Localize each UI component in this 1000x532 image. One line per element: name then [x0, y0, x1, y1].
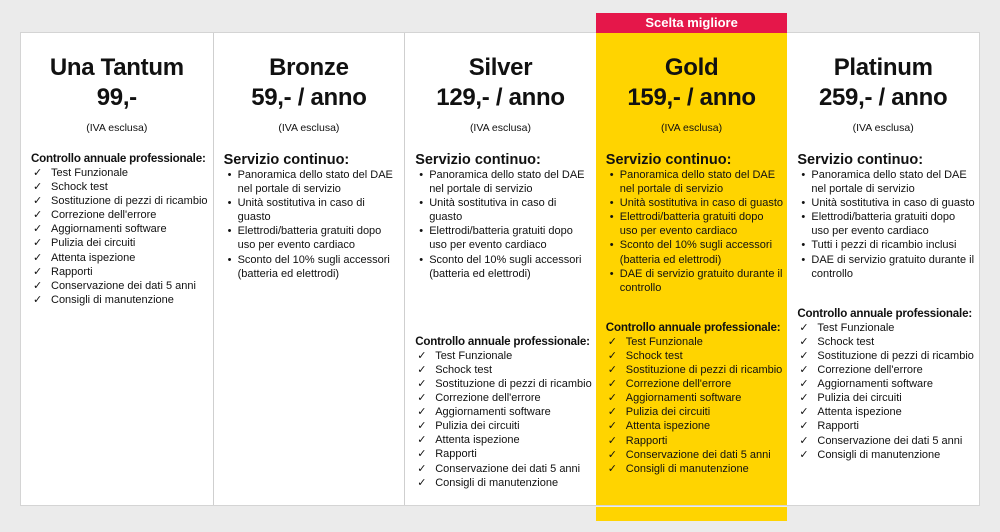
check-icon: ✓ [33, 181, 43, 194]
check-icon: ✓ [33, 167, 43, 179]
item-text: Sconto del 10% sugli accessori (batteria ed elettrodi) [237, 253, 390, 280]
checklist-item [606, 419, 786, 433]
checklist-item [31, 293, 211, 307]
list-item [415, 168, 594, 196]
check-icon: ✓ [417, 462, 427, 475]
plan-name: Silver [468, 54, 533, 81]
check-icon: ✓ [33, 293, 43, 306]
check-icon: ✓ [33, 209, 43, 222]
item-text: Test Funzionale [817, 321, 895, 334]
checklist-item [31, 208, 211, 222]
plan-vat-note: (IVA esclusa) [661, 122, 723, 134]
check-icon: ✓ [417, 434, 427, 447]
checklist-item [31, 236, 211, 250]
item-text: Conservazione dei dati 5 anni [51, 279, 196, 292]
list-item [606, 196, 786, 210]
list-item [606, 210, 786, 238]
plan-price: 59,- / anno [251, 84, 367, 111]
plan-silver [404, 33, 596, 505]
service-list [797, 168, 977, 281]
checklist-item [797, 448, 977, 462]
item-text: Aggiornamenti software [817, 378, 933, 391]
check-icon: ✓ [799, 420, 809, 433]
control-title: Controllo annuale professionale: [31, 152, 206, 165]
item-text: Correzione dell'errore [625, 378, 732, 391]
check-icon: ✓ [607, 364, 617, 377]
item-text: Attenta ispezione [817, 406, 902, 419]
check-icon: ✓ [33, 223, 43, 236]
item-text: Unità sostitutiva in caso di guasto [237, 197, 365, 224]
item-text: Attenta ispezione [51, 251, 136, 264]
service-title: Servizio continuo: [605, 152, 732, 168]
item-text: Pulizia dei circuiti [625, 406, 711, 419]
list-item [415, 196, 594, 224]
item-text: Sostituzione di pezzi di ricambio [435, 377, 592, 390]
item-text: Panoramica dello stato del DAE nel portale di servizio [237, 169, 393, 196]
plan-name: Bronze [269, 54, 349, 81]
item-text: Attenta ispezione [625, 420, 711, 433]
check-icon: ✓ [33, 251, 43, 264]
item-text: Elettrodi/batteria gratuiti dopo uso per evento cardiaco [429, 225, 573, 252]
checklist-item [31, 222, 211, 236]
plan-price: 99,- [96, 84, 137, 111]
item-text: Attenta ispezione [435, 434, 520, 447]
item-text: Conservazione dei dati 5 anni [435, 462, 581, 475]
service-title: Servizio continuo: [415, 152, 541, 168]
checklist-item [606, 363, 786, 377]
item-text: Pulizia dei circuiti [817, 392, 902, 405]
item-text: Schock test [817, 335, 875, 348]
item-text: Sostituzione di pezzi di ricambio [625, 364, 783, 377]
control-list [31, 166, 211, 307]
checklist-item [797, 321, 977, 335]
item-text: Pulizia dei circuiti [435, 420, 520, 433]
list-item [797, 210, 977, 238]
plan-bronze [213, 33, 405, 505]
check-icon: ✓ [607, 462, 617, 475]
checklist-item [415, 391, 594, 405]
plan-name: Platinum [833, 54, 933, 81]
check-icon: ✓ [417, 476, 427, 489]
item-text: Correzione dell'errore [435, 392, 541, 405]
check-icon: ✓ [607, 335, 617, 348]
item-text: Correzione dell'errore [817, 364, 923, 377]
check-icon: ✓ [607, 349, 617, 362]
item-text: Schock test [51, 181, 108, 194]
service-list [415, 168, 594, 281]
checklist-item [415, 363, 594, 377]
item-text: Tutti i pezzi di ricambio inclusi [811, 239, 957, 252]
list-item [606, 267, 786, 295]
item-text: Elettrodi/batteria gratuiti dopo uso per evento cardiaco [237, 225, 382, 252]
list-item [797, 168, 977, 196]
control-list [606, 335, 786, 476]
item-text: Panoramica dello stato del DAE nel portale di servizio [429, 169, 585, 196]
checklist-item [415, 349, 594, 363]
checklist-item [797, 419, 977, 433]
item-text: Unità sostitutiva in caso di guasto [429, 197, 557, 224]
check-icon: ✓ [799, 378, 809, 391]
item-text: Rapporti [51, 265, 93, 278]
checklist-item [31, 279, 211, 293]
checklist-item [797, 363, 977, 377]
check-icon: ✓ [33, 237, 43, 250]
item-text: Correzione dell'errore [51, 209, 157, 222]
item-text: Consigli di manutenzione [817, 448, 941, 461]
plan-price: 129,- / anno [436, 84, 565, 111]
checklist-item [606, 335, 786, 349]
checklist-item [797, 391, 977, 405]
checklist-item [415, 419, 594, 433]
control-title: Controllo annuale professionale: [797, 306, 972, 320]
plan-vat-note: (IVA esclusa) [469, 122, 532, 134]
item-text: Sconto del 10% sugli accessori (batteria ed elettrodi) [619, 239, 773, 266]
checklist-item [415, 462, 594, 476]
checklist-item [606, 377, 786, 391]
item-text: Test Funzionale [51, 167, 129, 179]
item-text: Pulizia dei circuiti [51, 237, 136, 250]
plan-platinum [787, 33, 979, 505]
check-icon: ✓ [607, 434, 617, 447]
check-icon: ✓ [417, 406, 427, 419]
item-text: Schock test [625, 349, 683, 362]
checklist-item [415, 447, 594, 461]
control-title: Controllo annuale professionale: [605, 320, 781, 334]
item-text: Schock test [435, 363, 493, 376]
check-icon: ✓ [799, 406, 809, 419]
list-item [224, 196, 403, 224]
check-icon: ✓ [417, 448, 427, 461]
item-text: Rapporti [435, 448, 477, 461]
check-icon: ✓ [417, 363, 427, 376]
plan-vat-note: (IVA esclusa) [852, 122, 914, 134]
pricing-table [20, 15, 980, 506]
service-title: Servizio continuo: [797, 152, 924, 168]
check-icon: ✓ [799, 349, 809, 362]
item-text: Aggiornamenti software [51, 223, 167, 236]
checklist-item [31, 251, 211, 265]
checklist-item [415, 405, 594, 419]
list-item [224, 224, 403, 252]
control-title: Controllo annuale professionale: [415, 334, 590, 348]
plan-gold [596, 15, 788, 505]
checklist-item [606, 448, 786, 462]
check-icon: ✓ [33, 195, 43, 208]
check-icon: ✓ [417, 377, 427, 390]
check-icon: ✓ [33, 265, 43, 278]
item-text: Aggiornamenti software [625, 392, 742, 405]
item-text: Unità sostitutiva in caso di guasto [811, 197, 975, 210]
check-icon: ✓ [799, 364, 809, 377]
checklist-item [606, 391, 786, 405]
checklist-item [797, 349, 977, 363]
list-item [606, 238, 786, 266]
check-icon: ✓ [607, 392, 617, 405]
item-text: Panoramica dello stato del DAE nel portale di servizio [619, 169, 776, 196]
check-icon: ✓ [417, 392, 427, 405]
best-choice-badge: Scelta migliore [596, 13, 788, 33]
item-text: Test Funzionale [625, 335, 703, 348]
plan-price: 259,- / anno [818, 84, 948, 111]
control-list [797, 321, 977, 462]
check-icon: ✓ [417, 420, 427, 433]
item-text: Consigli di manutenzione [435, 476, 559, 489]
checklist-item [31, 166, 211, 180]
plan-price: 159,- / anno [627, 84, 756, 111]
check-icon: ✓ [799, 321, 809, 334]
control-list [415, 349, 594, 490]
plan-una-tantum [21, 33, 213, 505]
list-item [606, 168, 786, 196]
checklist-item [415, 476, 594, 490]
list-item [797, 196, 977, 210]
checklist-item [606, 434, 786, 448]
check-icon: ✓ [799, 448, 809, 461]
checklist-item [797, 405, 977, 419]
plan-name: Gold [664, 54, 719, 81]
item-text: Sconto del 10% sugli accessori (batteria ed elettrodi) [429, 253, 582, 280]
plan-vat-note: (IVA esclusa) [86, 122, 148, 134]
check-icon: ✓ [33, 279, 43, 292]
checklist-item [415, 433, 594, 447]
check-icon: ✓ [607, 406, 617, 419]
list-item [415, 253, 594, 281]
check-icon: ✓ [607, 378, 617, 391]
item-text: Aggiornamenti software [435, 406, 551, 419]
checklist-item [31, 265, 211, 279]
list-item [415, 224, 594, 252]
checklist-item [797, 335, 977, 349]
item-text: DAE di servizio gratuito durante il controllo [811, 253, 975, 280]
checklist-item [31, 180, 211, 194]
service-list [224, 168, 403, 281]
checklist-item [797, 377, 977, 391]
service-title: Servizio continuo: [223, 152, 350, 168]
list-item [224, 168, 403, 196]
list-item [224, 253, 403, 281]
list-item [797, 253, 977, 281]
check-icon: ✓ [607, 420, 617, 433]
item-text: Sostituzione di pezzi di ricambio [817, 349, 974, 362]
checklist-item [797, 434, 977, 448]
item-text: Elettrodi/batteria gratuiti dopo uso per evento cardiaco [619, 211, 764, 238]
plan-name: Una Tantum [49, 54, 184, 81]
checklist-item [415, 377, 594, 391]
checklist-item [31, 194, 211, 208]
item-text: Test Funzionale [435, 349, 513, 362]
service-list [606, 168, 786, 295]
featured-highlight [596, 507, 788, 521]
item-text: Conservazione dei dati 5 anni [625, 448, 771, 461]
item-text: Panoramica dello stato del DAE nel portale di servizio [811, 169, 967, 196]
item-text: Consigli di manutenzione [625, 462, 749, 475]
check-icon: ✓ [607, 448, 617, 461]
check-icon: ✓ [799, 335, 809, 348]
item-text: Consigli di manutenzione [51, 293, 174, 306]
check-icon: ✓ [799, 434, 809, 447]
item-text: Elettrodi/batteria gratuiti dopo uso per evento cardiaco [811, 211, 956, 238]
check-icon: ✓ [799, 392, 809, 405]
item-text: Rapporti [817, 420, 859, 433]
item-text: Sostituzione di pezzi di ricambio [51, 195, 208, 208]
item-text: Rapporti [625, 434, 668, 447]
checklist-item [606, 405, 786, 419]
checklist-item [606, 349, 786, 363]
item-text: Conservazione dei dati 5 anni [817, 434, 963, 447]
checklist-item [606, 462, 786, 476]
list-item [797, 238, 977, 252]
check-icon: ✓ [417, 349, 427, 362]
item-text: Unità sostitutiva in caso di guasto [619, 197, 784, 210]
item-text: DAE di servizio gratuito durante il controllo [619, 267, 783, 294]
plan-vat-note: (IVA esclusa) [278, 122, 340, 134]
